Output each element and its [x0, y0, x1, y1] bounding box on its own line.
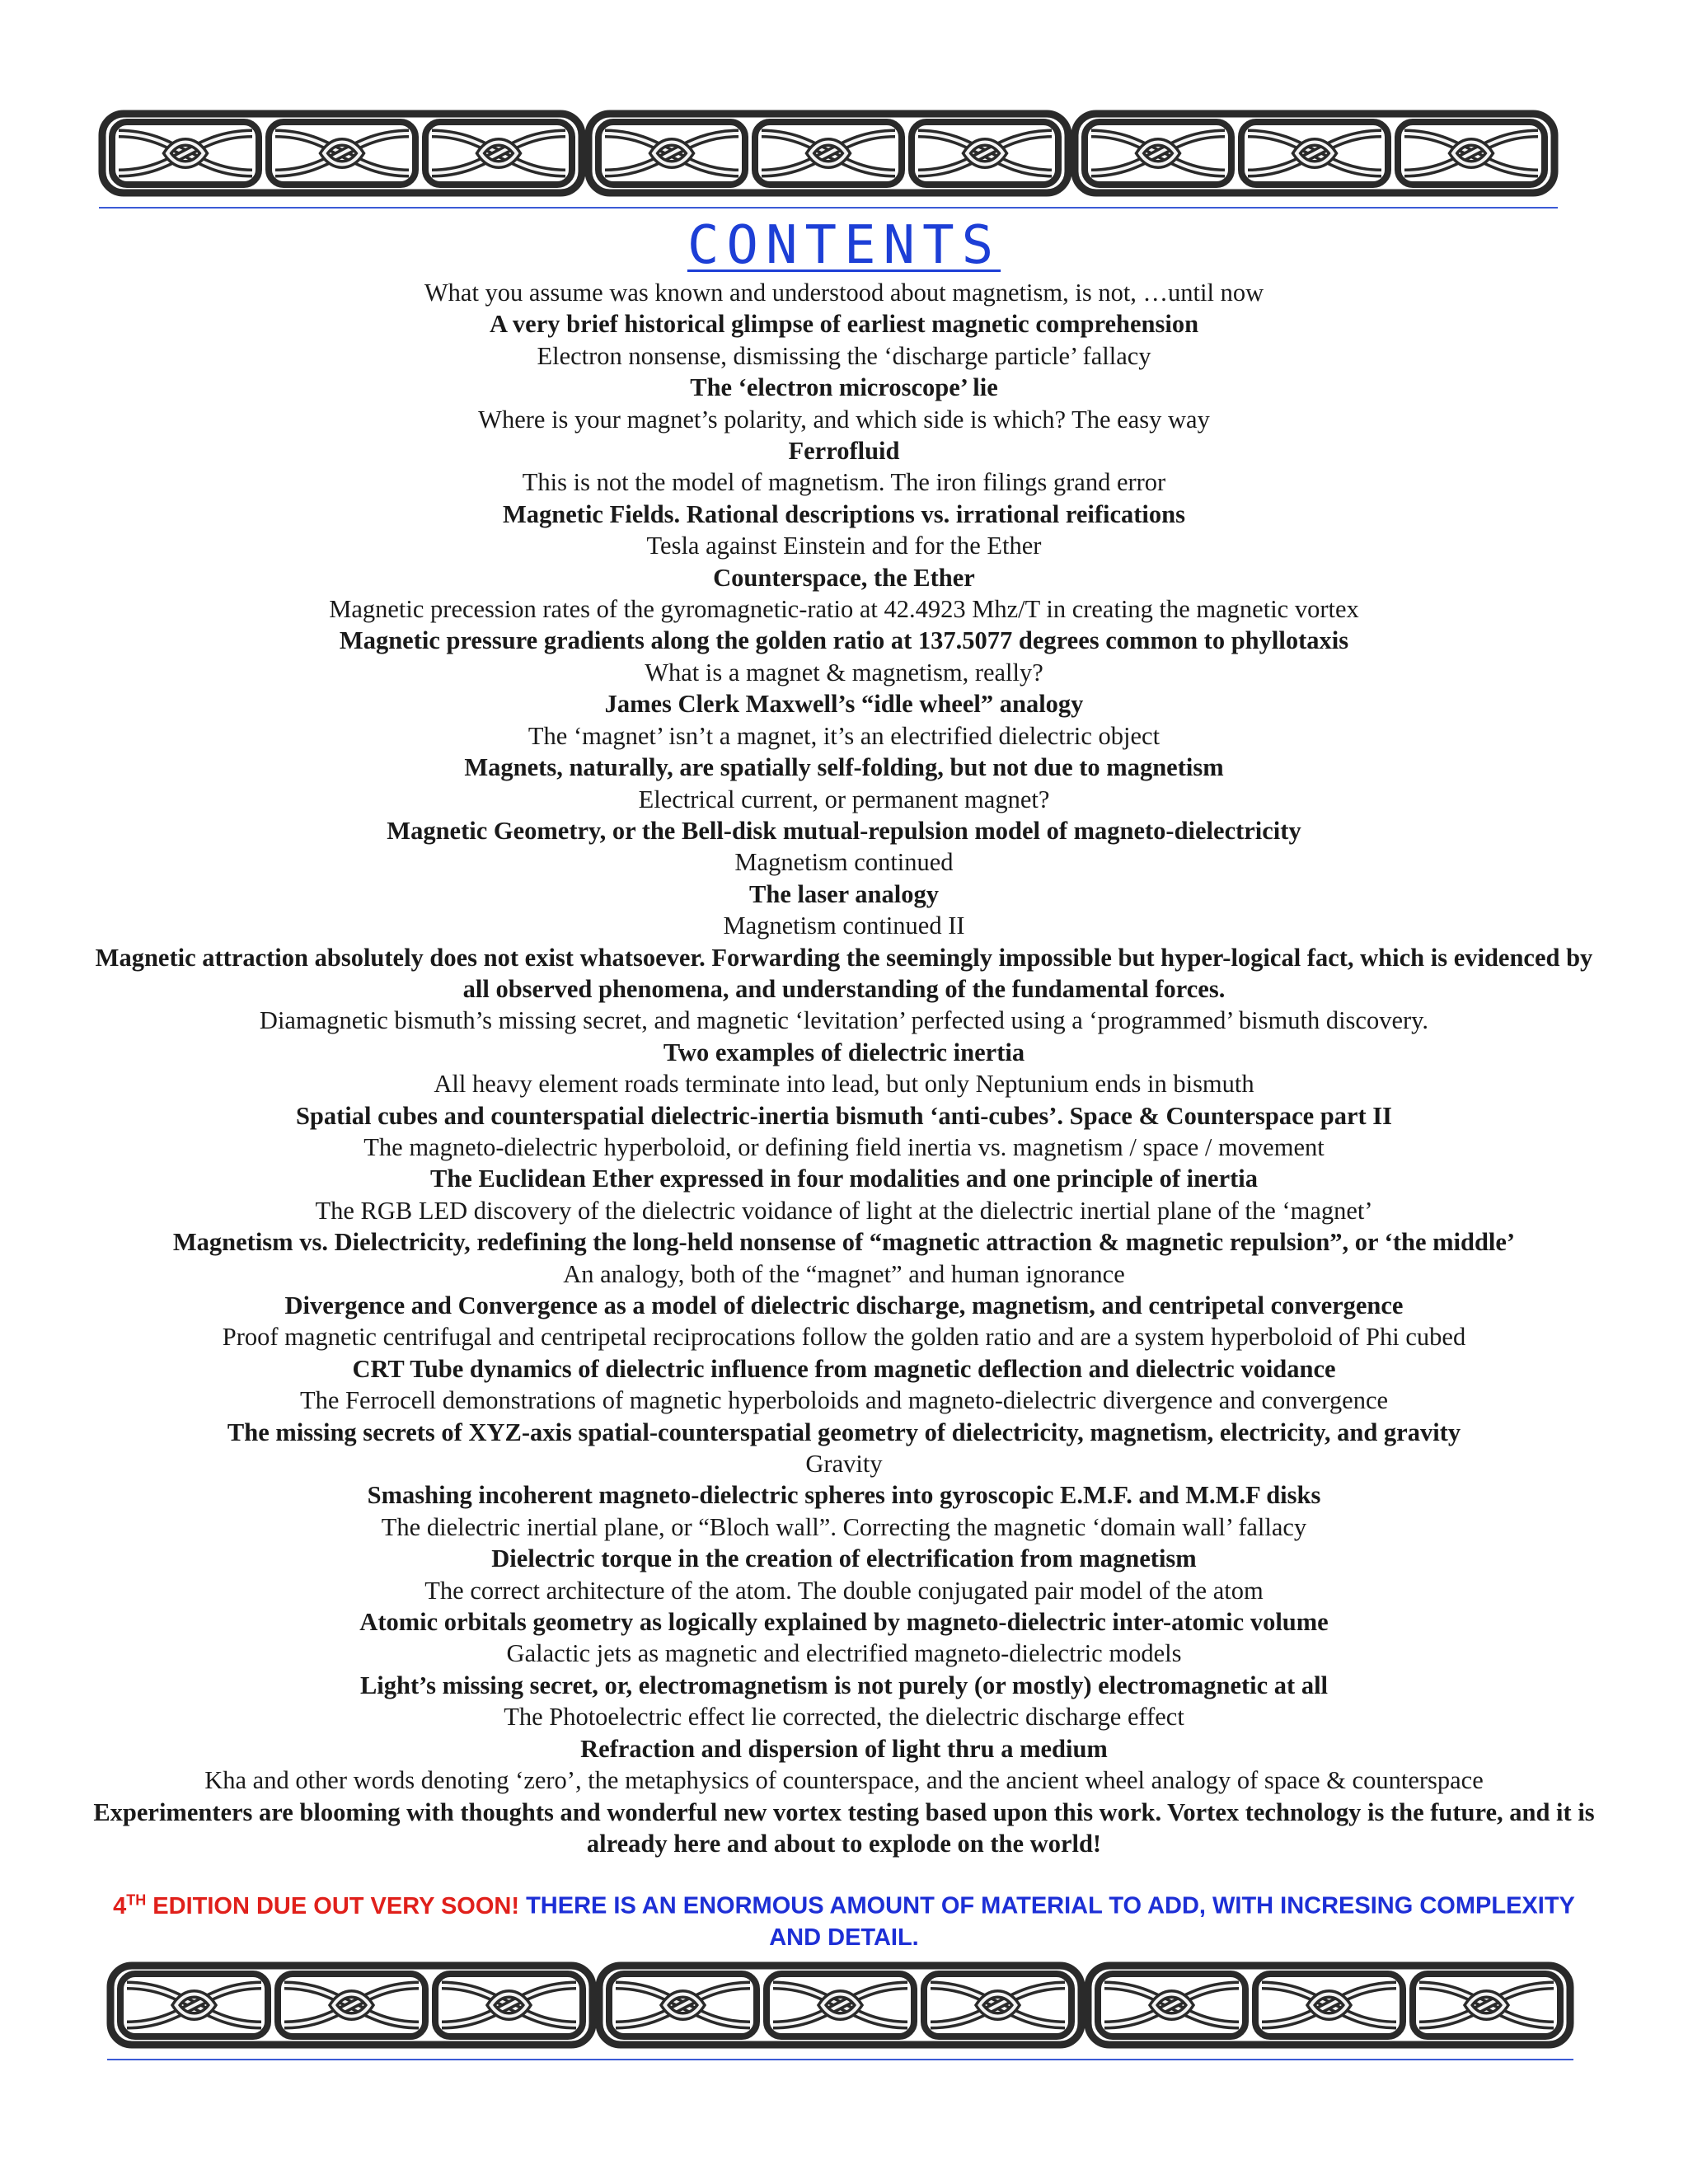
toc-heading-bold: Magnetic Geometry, or the Bell-disk mutual-repulsion model of magneto-dielectricity	[387, 816, 1301, 845]
celtic-knot-border-top	[0, 105, 1688, 211]
toc-entry: The ‘magnet’ isn’t a magnet, it’s an electrified dielectric object	[528, 721, 1160, 750]
knot-segment	[588, 114, 1068, 193]
edition-notice-red	[113, 1893, 519, 1919]
toc-heading-bold: The ‘electron microscope’ lie	[690, 373, 998, 402]
toc-entry: Tesla against Einstein and for the Ether	[646, 532, 1042, 560]
toc-entry: Diamagnetic bismuth’s missing secret, and magnetic ‘levitation’ perfected using a ‘programmed’ bismuth discovery.	[259, 1006, 1429, 1035]
knot-segment	[102, 114, 582, 193]
knot-segment	[599, 1966, 1081, 2045]
toc-heading-bold: Ferrofluid	[788, 437, 900, 466]
toc-entry: The magneto-dielectric hyperboloid, or defining field inertia vs. magnetism / space / movement	[363, 1132, 1325, 1161]
toc-entry: Magnetism continued	[734, 848, 954, 877]
toc-heading-bold: Two examples of dielectric inertia	[663, 1038, 1025, 1066]
toc-heading-bold: Smashing incoherent magneto-dielectric spheres into gyroscopic E.M.F. and M.M.F disks	[367, 1481, 1321, 1510]
toc-entry: Proof magnetic centrifugal and centripetal reciprocations follow the golden ratio and are a system hyperboloid of Phi cubed	[222, 1323, 1466, 1352]
toc-entry: The RGB LED discovery of the dielectric voidance of light at the dielectric inertial plane of the ‘magnet’	[315, 1196, 1373, 1225]
toc-entry: All heavy element roads terminate into lead, but only Neptunium ends in bismuth	[434, 1070, 1254, 1099]
toc-entry: The Ferrocell demonstrations of magnetic hyperboloids and magneto-dielectric divergence and convergence	[299, 1386, 1389, 1415]
edition-notice	[89, 1884, 1599, 1953]
celtic-knot-icon	[0, 105, 1688, 211]
toc-entry: Electron nonsense, dismissing the ‘discharge particle’ fallacy	[537, 341, 1151, 370]
toc-heading-bold: Atomic orbitals geometry as logically explained by magneto-dielectric inter-atomic volume	[359, 1608, 1329, 1637]
toc-heading-bold: Refraction and dispersion of light thru a medium	[580, 1734, 1108, 1763]
toc-heading-bold: Magnetism vs. Dielectricity, redefining the long-held nonsense of “magnetic attraction & magnetic repulsion”, or ‘the middle’	[172, 1228, 1516, 1257]
toc-heading-bold: The missing secrets of XYZ-axis spatial-counterspatial geometry of dielectricity, magnetism, electricity, and gravity	[227, 1418, 1461, 1446]
heading-container	[0, 216, 1688, 275]
toc-entry: Where is your magnet’s polarity, and which side is which? The easy way	[478, 405, 1210, 434]
toc-heading-bold: Counterspace, the Ether	[713, 563, 975, 592]
toc-heading-bold: CRT Tube dynamics of dielectric influence from magnetic deflection and dielectric voidance	[352, 1354, 1336, 1383]
edition-notice-blue: THERE IS AN ENORMOUS AMOUNT OF MATERIAL TO ADD, WITH INCRESING COMPLEXITY AND DETAIL.	[519, 1892, 1575, 1951]
contents-list	[89, 277, 1599, 1859]
toc-heading-bold: Magnetic pressure gradients along the golden ratio at 137.5077 degrees common to phyllotaxis	[339, 626, 1349, 655]
edition-number-suffix: TH	[126, 1891, 147, 1908]
knot-segment	[1075, 114, 1554, 193]
toc-heading-bold: A very brief historical glimpse of earliest magnetic comprehension	[489, 310, 1199, 339]
toc-entry: The dielectric inertial plane, or “Bloch wall”. Correcting the magnetic ‘domain wall’ fallacy	[381, 1512, 1307, 1541]
toc-entry: An analogy, both of the “magnet” and human ignorance	[563, 1259, 1125, 1288]
toc-heading-bold: Magnetic Fields. Rational descriptions vs. irrational reifications	[503, 499, 1185, 528]
toc-heading-bold: Magnetic attraction absolutely does not exist whatsoever. Forwarding the seemingly impossible but hyper-logical fact, which is evidenced by all observed phenomena, and understanding of the fundamental forces.	[95, 943, 1593, 1003]
toc-entry: Galactic jets as magnetic and electrified magneto-dielectric models	[506, 1639, 1182, 1668]
toc-entry: What you assume was known and understood about magnetism, is not, …until now	[424, 279, 1264, 307]
page-title: CONTENTS	[687, 215, 1001, 276]
toc-entry: Magnetic precession rates of the gyromagnetic-ratio at 42.4923 Mhz/T in creating the magnetic vortex	[329, 595, 1359, 624]
toc-entry: The Photoelectric effect lie corrected, the dielectric discharge effect	[504, 1703, 1184, 1732]
toc-heading-bold: Spatial cubes and counterspatial dielectric-inertia bismuth ‘anti-cubes’. Space & Counterspace part II	[295, 1101, 1393, 1130]
toc-heading-bold: Experimenters are blooming with thoughts and wonderful new vortex testing based upon this work. Vortex technology is the future, and it is already here and about to explode on the world!	[93, 1797, 1595, 1858]
toc-heading-bold: The laser analogy	[749, 879, 939, 908]
edition-number: 4	[113, 1892, 127, 1919]
celtic-knot-icon	[0, 1957, 1688, 2063]
edition-due-text: EDITION DUE OUT VERY SOON!	[146, 1892, 520, 1919]
toc-entry: Kha and other words denoting ‘zero’, the metaphysics of counterspace, and the ancient wheel analogy of space & counterspace	[204, 1766, 1484, 1795]
toc-entry: This is not the model of magnetism. The iron filings grand error	[522, 468, 1166, 497]
toc-heading-bold: Dielectric torque in the creation of electrification from magnetism	[491, 1544, 1197, 1573]
toc-entry: The correct architecture of the atom. The double conjugated pair model of the atom	[424, 1576, 1264, 1605]
toc-heading-bold: James Clerk Maxwell’s “idle wheel” analogy	[604, 690, 1084, 719]
toc-entry: What is a magnet & magnetism, really?	[645, 658, 1043, 687]
celtic-knot-border-bottom	[0, 1957, 1688, 2063]
toc-heading-bold: Light’s missing secret, or, electromagnetism is not purely (or mostly) electromagnetic at all	[359, 1671, 1329, 1699]
toc-heading-bold: Divergence and Convergence as a model of dielectric discharge, magnetism, and centripetal convergence	[284, 1291, 1404, 1319]
toc-heading-bold: Magnets, naturally, are spatially self-folding, but not due to magnetism	[464, 753, 1224, 782]
toc-entry: Electrical current, or permanent magnet?	[638, 785, 1050, 813]
knot-segment	[110, 1966, 593, 2045]
knot-segment	[1088, 1966, 1570, 2045]
toc-entry: Gravity	[805, 1450, 883, 1479]
toc-entry: Magnetism continued II	[723, 912, 965, 940]
toc-heading-bold: The Euclidean Ether expressed in four modalities and one principle of inertia	[429, 1165, 1258, 1193]
